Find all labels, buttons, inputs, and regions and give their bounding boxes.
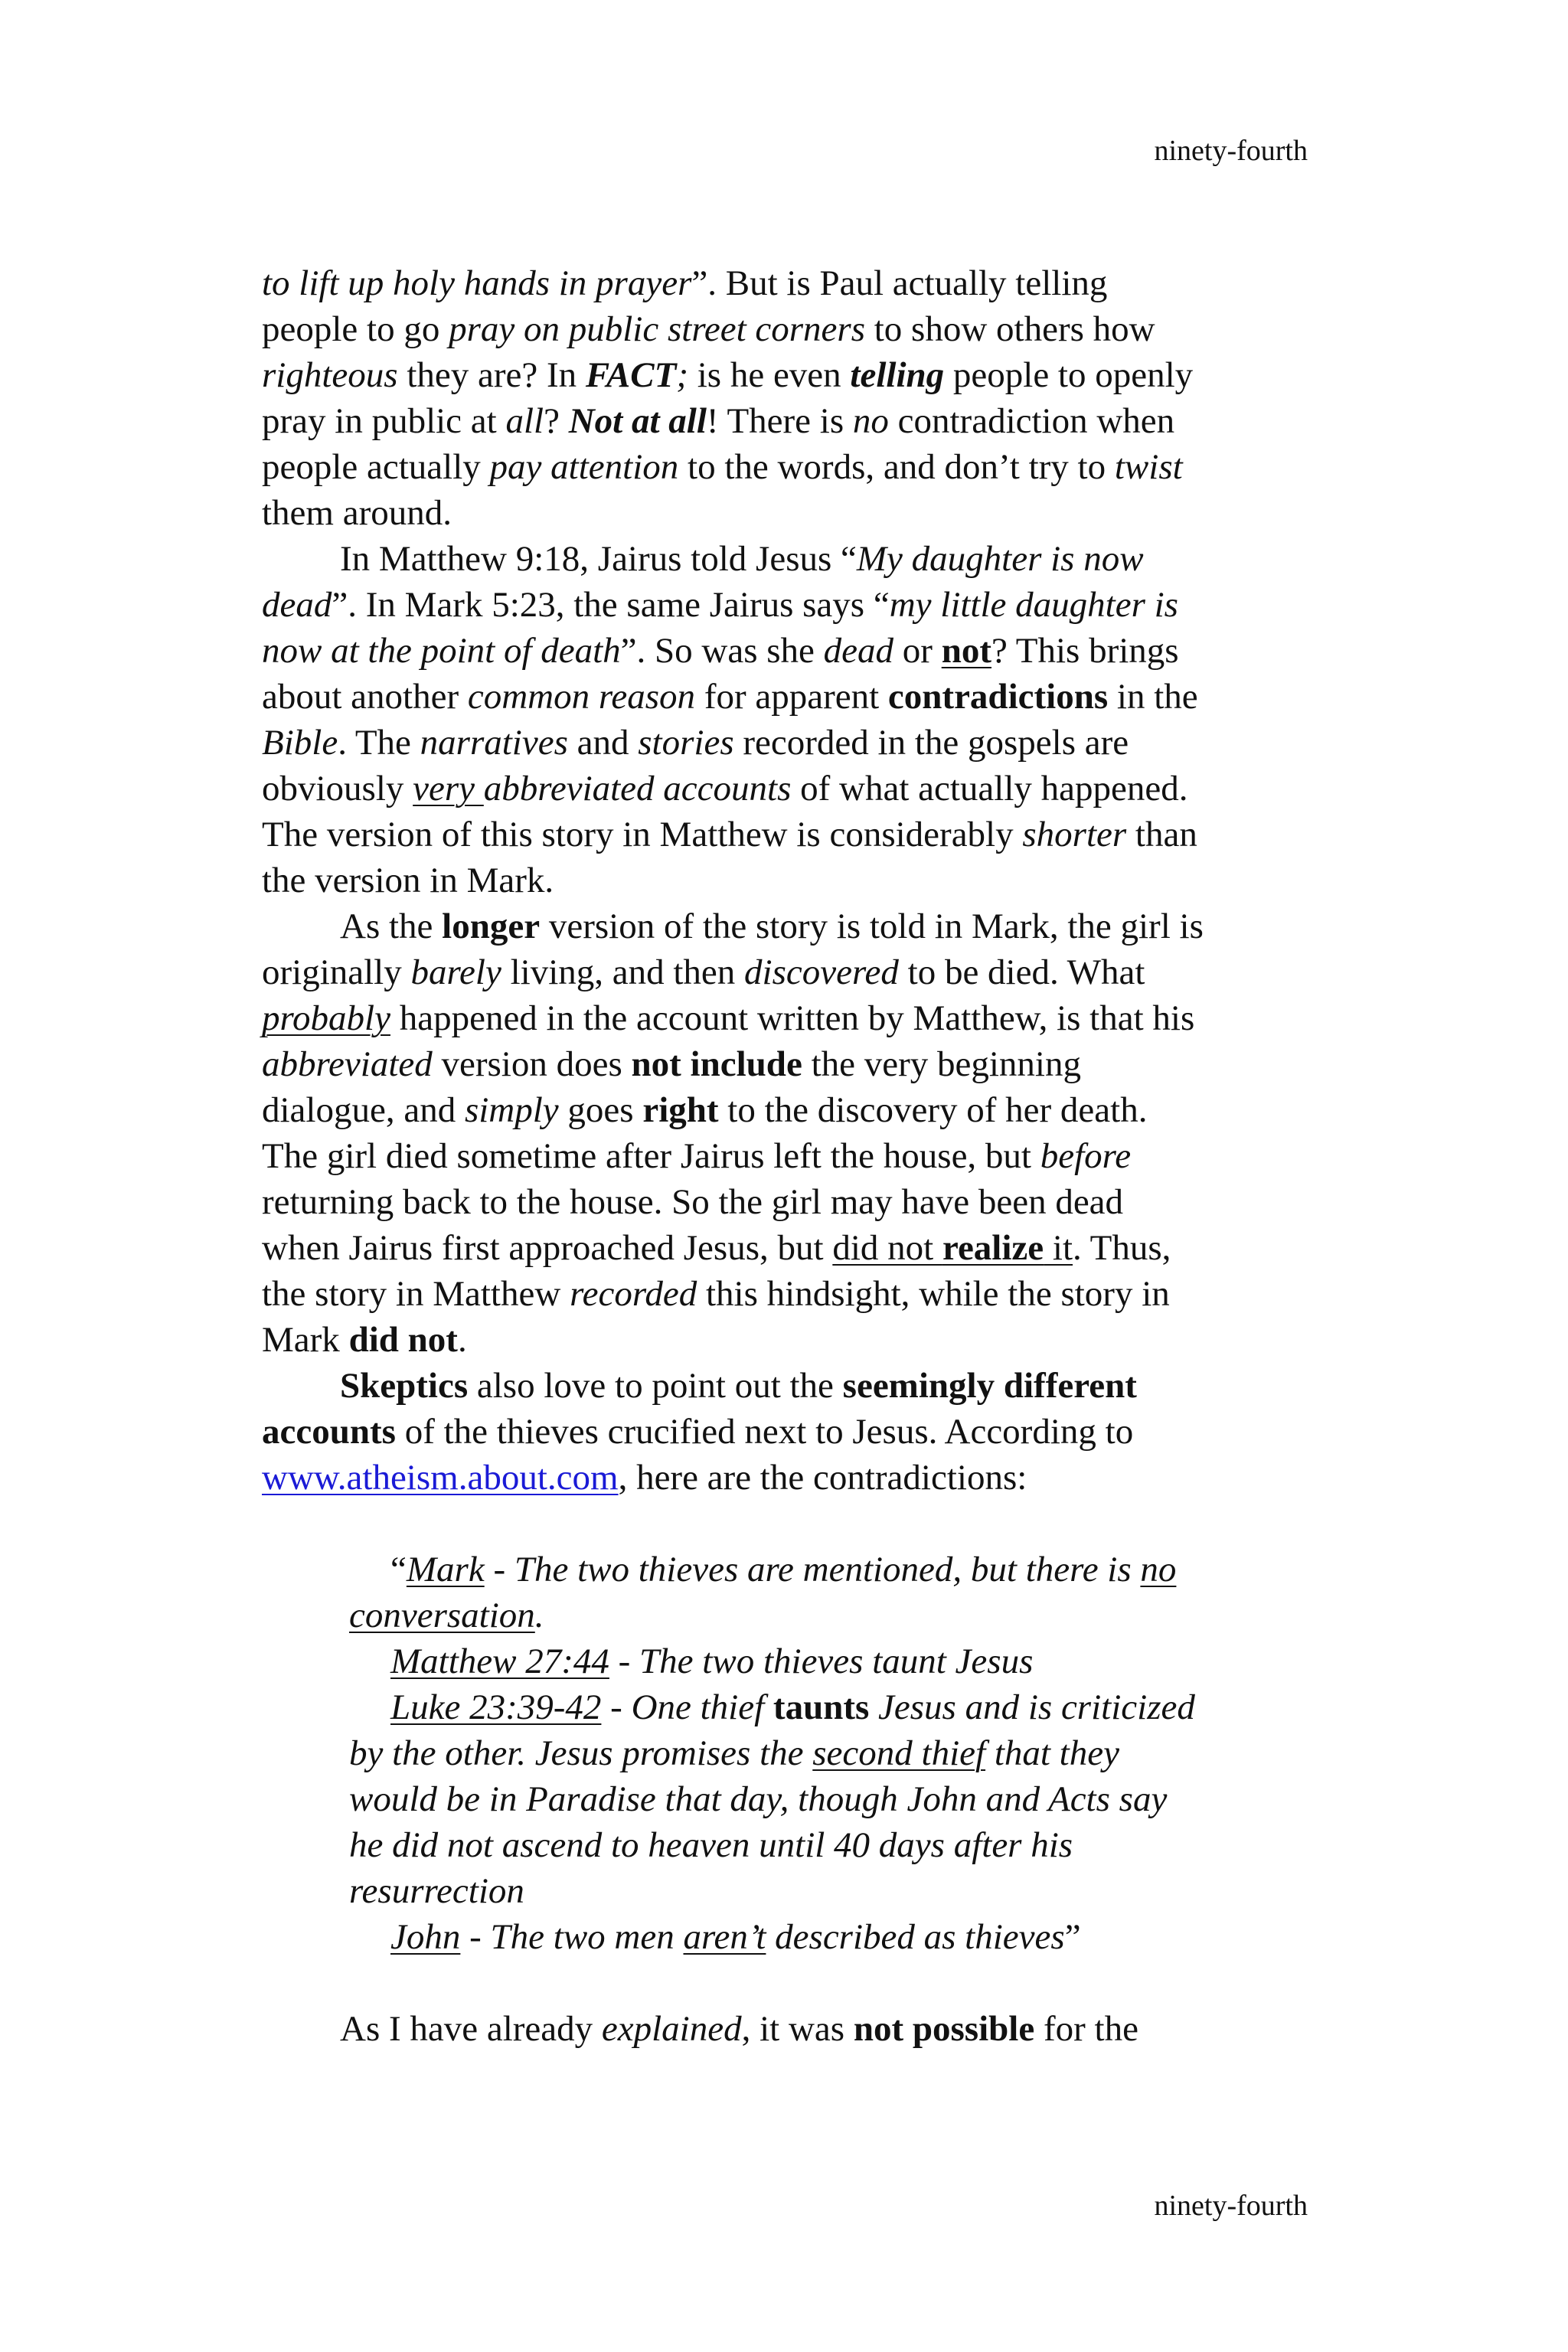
text-line: [262, 1409, 1133, 1455]
text-span: before: [1040, 1136, 1132, 1176]
text-span: second thief: [812, 1733, 986, 1773]
page-header: ninety-fourth: [1154, 135, 1308, 167]
text-span: it: [1044, 1228, 1073, 1268]
text-span: righteous: [262, 355, 398, 395]
text-line: [262, 490, 452, 536]
text-span: ? This brings: [991, 631, 1179, 671]
text-span: no: [1140, 1550, 1177, 1589]
text-span: FACT: [585, 355, 677, 395]
text-span: accounts: [262, 1412, 396, 1452]
text-line: [262, 260, 1107, 306]
text-span: described as thieves: [766, 1917, 1065, 1957]
website-link[interactable]: www.atheism.about.com: [262, 1458, 619, 1498]
text-span: dead: [823, 631, 894, 671]
text-span: about another: [262, 677, 468, 717]
text-span: As the: [340, 906, 443, 946]
text-span: did not: [348, 1320, 458, 1360]
text-span: living, and then: [501, 952, 745, 992]
text-line: [262, 1317, 467, 1363]
text-span: no: [852, 401, 889, 441]
text-span: - The two thieves are mentioned, but there is: [484, 1550, 1141, 1589]
text-span: in the: [1108, 677, 1198, 717]
text-line: [349, 1868, 524, 1914]
text-span: As I have already: [340, 2009, 602, 2049]
text-span: abbreviated accounts: [483, 769, 792, 808]
text-span: resurrection: [349, 1871, 524, 1911]
text-span: of the thieves crucified next to Jesus. According to: [395, 1412, 1134, 1452]
text-span: them around.: [262, 493, 452, 533]
text-span: conversation: [349, 1596, 535, 1635]
text-span: contradiction when: [888, 401, 1175, 441]
text-span: The girl died sometime after Jairus left the house, but: [262, 1136, 1040, 1176]
text-span: to the discovery of her death.: [718, 1090, 1148, 1130]
text-span: shorter: [1022, 815, 1127, 854]
text-line: [262, 1455, 1027, 1501]
text-span: , here are the contradictions:: [618, 1458, 1027, 1498]
text-line: [349, 1776, 1167, 1822]
text-span: Not at all: [568, 401, 707, 441]
text-line: [262, 1179, 1123, 1225]
text-span: dialogue, and: [262, 1090, 465, 1130]
text-span: ;: [676, 355, 688, 395]
text-span: not: [941, 631, 991, 671]
text-span: taunts: [773, 1687, 870, 1727]
text-span: realize: [942, 1228, 1044, 1268]
text-line: [262, 444, 1183, 490]
text-line: [262, 766, 1187, 812]
text-span: recorded: [570, 1274, 697, 1314]
text-span: dead: [262, 585, 332, 625]
text-span: ”. So was she: [620, 631, 824, 671]
text-span: John: [390, 1917, 461, 1957]
text-span: to lift up holy hands in prayer: [262, 263, 692, 303]
text-span: narratives: [420, 723, 568, 763]
text-span: stories: [638, 723, 734, 763]
text-line: [340, 2006, 1138, 2052]
text-line: [262, 1225, 1171, 1271]
text-line: [262, 398, 1174, 444]
text-span: simply: [464, 1090, 559, 1130]
text-span: than: [1126, 815, 1197, 854]
text-span: he did not ascend to heaven until 40 days after his: [349, 1825, 1073, 1865]
text-span: Luke 23:39-42: [390, 1687, 602, 1727]
text-span: would be in Paradise that day, though John and Acts say: [349, 1779, 1168, 1819]
text-span: pray on public street corners: [449, 309, 865, 349]
text-line: [349, 1592, 544, 1638]
text-span: not include: [631, 1044, 802, 1084]
text-span: or: [893, 631, 942, 671]
text-line: [262, 949, 1145, 995]
text-span: right: [642, 1090, 719, 1130]
text-span: now at the point of death: [262, 631, 621, 671]
text-span: that they: [985, 1733, 1119, 1773]
text-span: also love to point out the: [468, 1366, 843, 1406]
text-span: Jesus and is criticized: [869, 1687, 1195, 1727]
text-span: of what actually happened.: [791, 769, 1188, 808]
text-span: common reason: [467, 677, 696, 717]
text-span: goes: [558, 1090, 643, 1130]
text-line: [262, 582, 1178, 628]
text-span: “: [390, 1550, 407, 1589]
text-span: Skeptics: [340, 1366, 469, 1406]
text-span: Mark: [406, 1550, 485, 1589]
text-span: . Thus,: [1073, 1228, 1171, 1268]
text-span: telling: [850, 355, 945, 395]
text-line: [262, 720, 1129, 766]
text-span: the story in Matthew: [262, 1274, 570, 1314]
text-span: aren’t: [683, 1917, 766, 1957]
text-line: [390, 1547, 1176, 1592]
text-span: .: [534, 1596, 544, 1635]
text-span: ”. But is Paul actually telling: [691, 263, 1108, 303]
page-footer: ninety-fourth: [1154, 2190, 1308, 2222]
text-span: people actually: [262, 447, 490, 487]
text-span: Bible: [262, 723, 338, 763]
text-span: ?: [544, 401, 569, 441]
text-span: for the: [1034, 2009, 1138, 2049]
text-span: all: [505, 401, 544, 441]
text-span: longer: [442, 906, 541, 946]
text-span: The version of this story in Matthew is considerably: [262, 815, 1023, 854]
text-span: Mark: [262, 1320, 349, 1360]
text-line: [262, 674, 1198, 720]
text-span: to show others how: [865, 309, 1155, 349]
text-span: did not: [832, 1228, 942, 1268]
text-span: ”: [1064, 1917, 1081, 1957]
text-span: is he even: [688, 355, 851, 395]
text-span: returning back to the house. So the girl may have been dead: [262, 1182, 1124, 1222]
text-span: discovered: [744, 952, 899, 992]
text-span: My daughter is now: [856, 539, 1144, 579]
text-line: [390, 1914, 1081, 1960]
text-line: [262, 1133, 1131, 1179]
text-span: this hindsight, while the story in: [697, 1274, 1170, 1314]
text-span: when Jairus first approached Jesus, but: [262, 1228, 833, 1268]
text-span: - The two thieves taunt Jesus: [609, 1642, 1034, 1681]
text-span: obviously: [262, 769, 413, 808]
text-span: In Matthew 9:18, Jairus told Jesus “: [340, 539, 857, 579]
text-line: [262, 1041, 1081, 1087]
text-span: barely: [410, 952, 501, 992]
text-line: [340, 903, 1204, 949]
text-span: and: [567, 723, 639, 763]
text-line: [262, 1271, 1170, 1317]
text-span: , it was: [741, 2009, 854, 2049]
text-span: to be died. What: [898, 952, 1145, 992]
text-span: seemingly different: [842, 1366, 1137, 1406]
text-span: people to go: [262, 309, 449, 349]
text-span: - One thief: [601, 1687, 773, 1727]
text-span: twist: [1114, 447, 1183, 487]
text-span: people to openly: [944, 355, 1194, 395]
text-span: contradictions: [887, 677, 1109, 717]
text-line: [262, 995, 1194, 1041]
text-line: [340, 1363, 1137, 1409]
text-line: [262, 1087, 1147, 1133]
text-line: [349, 1730, 1119, 1776]
text-span: to the words, and don’t try to: [678, 447, 1115, 487]
text-span: they are? In: [397, 355, 586, 395]
text-span: version does: [432, 1044, 632, 1084]
text-span: the version in Mark.: [262, 861, 554, 900]
text-span: .: [457, 1320, 467, 1360]
text-span: Matthew 27:44: [390, 1642, 609, 1681]
text-span: the very beginning: [802, 1044, 1081, 1084]
text-span: recorded in the gospels are: [733, 723, 1129, 763]
text-span: very: [413, 769, 484, 808]
text-span: abbreviated: [262, 1044, 433, 1084]
text-line: [262, 306, 1155, 352]
text-span: . The: [338, 723, 420, 763]
text-span: by the other. Jesus promises the: [349, 1733, 813, 1773]
text-span: version of the story is told in Mark, the girl is: [540, 906, 1204, 946]
text-span: - The two men: [460, 1917, 684, 1957]
text-span: ”. In Mark 5:23, the same Jairus says “: [332, 585, 890, 625]
text-line: [262, 628, 1179, 674]
text-span: originally: [262, 952, 411, 992]
text-line: [262, 858, 554, 903]
text-line: [349, 1822, 1073, 1868]
text-span: pay attention: [489, 447, 679, 487]
text-line: [262, 352, 1193, 398]
text-span: probably: [262, 998, 390, 1038]
text-span: for apparent: [695, 677, 888, 717]
text-line: [390, 1684, 1195, 1730]
text-span: my little daughter is: [889, 585, 1178, 625]
text-span: ! There is: [706, 401, 853, 441]
text-line: [262, 812, 1197, 858]
text-span: not possible: [853, 2009, 1035, 2049]
text-span: pray in public at: [262, 401, 506, 441]
text-line: [340, 536, 1144, 582]
text-span: explained: [601, 2009, 742, 2049]
text-line: [390, 1638, 1033, 1684]
text-span: happened in the account written by Matthew, is that his: [390, 998, 1195, 1038]
